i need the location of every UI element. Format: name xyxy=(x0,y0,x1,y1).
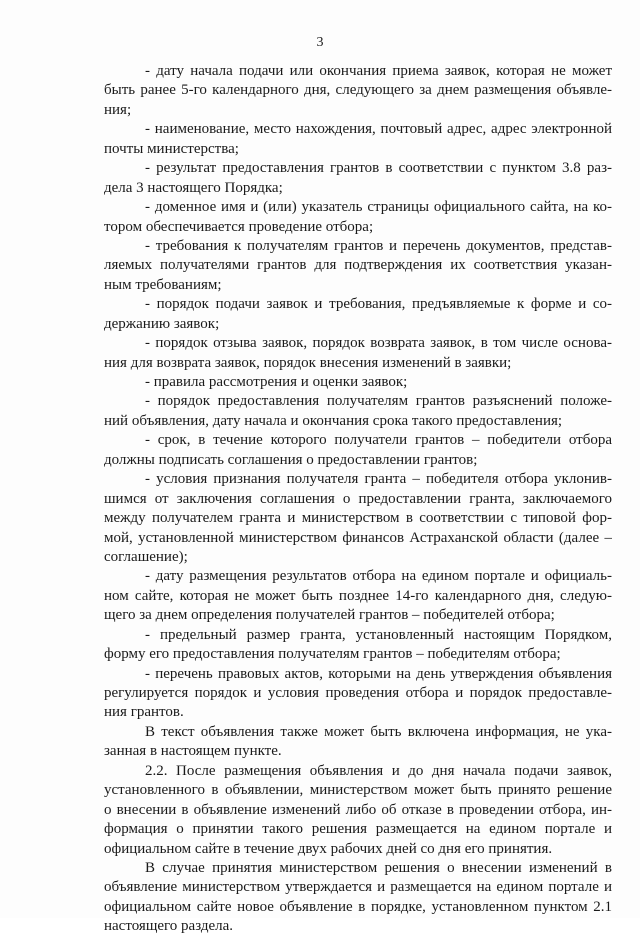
text-line: формация о принятии такого решения размещается на едином портале и xyxy=(104,821,612,838)
text-line: официальном сайте новое объявление в порядке, установленном пунктом 2.1 xyxy=(104,898,612,915)
text-line: 2.2. После размещения объявления и до дня начала подачи заявок, xyxy=(145,762,612,779)
text-line: регулируется порядок и условия проведения отбора и порядок предоставле- xyxy=(104,685,612,701)
text-line: держанию заявок; xyxy=(104,315,220,332)
text-line: объявление министерством утверждается и размещается на едином портале и xyxy=(104,879,612,896)
text-line: - порядок подачи заявок и требования, предъявляемые к форме и со- xyxy=(145,296,612,313)
text-line: мой, установленной министерством финансов Астраханской области (далее – xyxy=(104,529,612,546)
text-line: - результат предоставления грантов в соответствии с пунктом 3.8 раз- xyxy=(145,160,612,177)
text-line: соглашение); xyxy=(104,548,188,565)
text-line: - условия признания получателя гранта – победителя отбора уклонив- xyxy=(145,471,612,488)
text-line: В случае принятия министерством решения о внесении изменений в xyxy=(145,859,612,876)
text-line: - дату размещения результатов отбора на едином портале и официаль- xyxy=(145,568,612,585)
text-line: - срок, в течение которого получатели грантов – победители отбора xyxy=(145,432,612,449)
text-line: ным требованиям; xyxy=(104,276,222,293)
text-line: - доменное имя и (или) указатель страницы официального сайта, на ко- xyxy=(145,199,612,216)
document-body xyxy=(104,62,612,937)
text-line: настоящего раздела. xyxy=(104,918,234,935)
text-line: шимся от заключения соглашения о предоставлении гранта, заключаемого xyxy=(104,490,612,507)
text-line: должны подписать соглашения о предоставлении грантов; xyxy=(104,451,478,468)
text-line: ляемых получателями грантов для подтверждения их соответствия указан- xyxy=(104,257,612,274)
text-line: быть ранее 5-го календарного дня, следующего за днем размещения объявле- xyxy=(104,82,612,99)
text-line: ния для возврата заявок, порядок внесения изменений в заявки; xyxy=(104,354,512,371)
text-line: - дату начала подачи или окончания приема заявок, которая не может xyxy=(145,63,612,79)
text-line: - перечень правовых актов, которыми на день утверждения объявления xyxy=(145,665,612,682)
text-line: - требования к получателям грантов и перечень документов, представ- xyxy=(145,237,612,254)
text-line: форму его предоставления получателям грантов – победителям отбора; xyxy=(104,646,561,663)
text-line: между получателем гранта и министерством в соответствии с типовой фор- xyxy=(104,510,612,527)
text-line: ном сайте, которая не может быть позднее 14-го календарного дня, следую- xyxy=(104,587,612,604)
page-number: 3 xyxy=(316,35,324,50)
text-line: установленного в объявлении, министерством может быть принято решение xyxy=(104,782,612,799)
text-line: официальном сайте в течение двух рабочих дней со дня его принятия. xyxy=(104,840,553,857)
text-line: - порядок предоставления получателям грантов разъяснений положе- xyxy=(145,393,612,410)
text-line: дела 3 настоящего Порядка; xyxy=(104,179,283,196)
text-line: почты министерства; xyxy=(104,140,239,157)
text-line: ний объявления, дату начала и окончания срока такого предоставления; xyxy=(104,412,563,429)
text-line: - правила рассмотрения и оценки заявок; xyxy=(145,374,408,390)
text-line: тором обеспечивается проведение отбора; xyxy=(104,218,374,235)
text-line: щего за днем определения получателей грантов – победителей отбора; xyxy=(104,607,555,624)
text-line: ния грантов. xyxy=(104,704,184,721)
text-line: занная в настоящем пункте. xyxy=(104,743,282,760)
text-line: - порядок отзыва заявок, порядок возврата заявок, в том числе основа- xyxy=(145,335,612,352)
text-line: В текст объявления также может быть включена информация, не ука- xyxy=(145,723,612,740)
text-line: - предельный размер гранта, установленный настоящим Порядком, xyxy=(145,626,612,643)
text-line: о внесении в объявление изменений либо об отказе в проведении отбора, ин- xyxy=(104,801,612,818)
text-line: - наименование, место нахождения, почтовый адрес, адрес электронной xyxy=(145,121,612,138)
text-line: ния; xyxy=(104,101,132,118)
